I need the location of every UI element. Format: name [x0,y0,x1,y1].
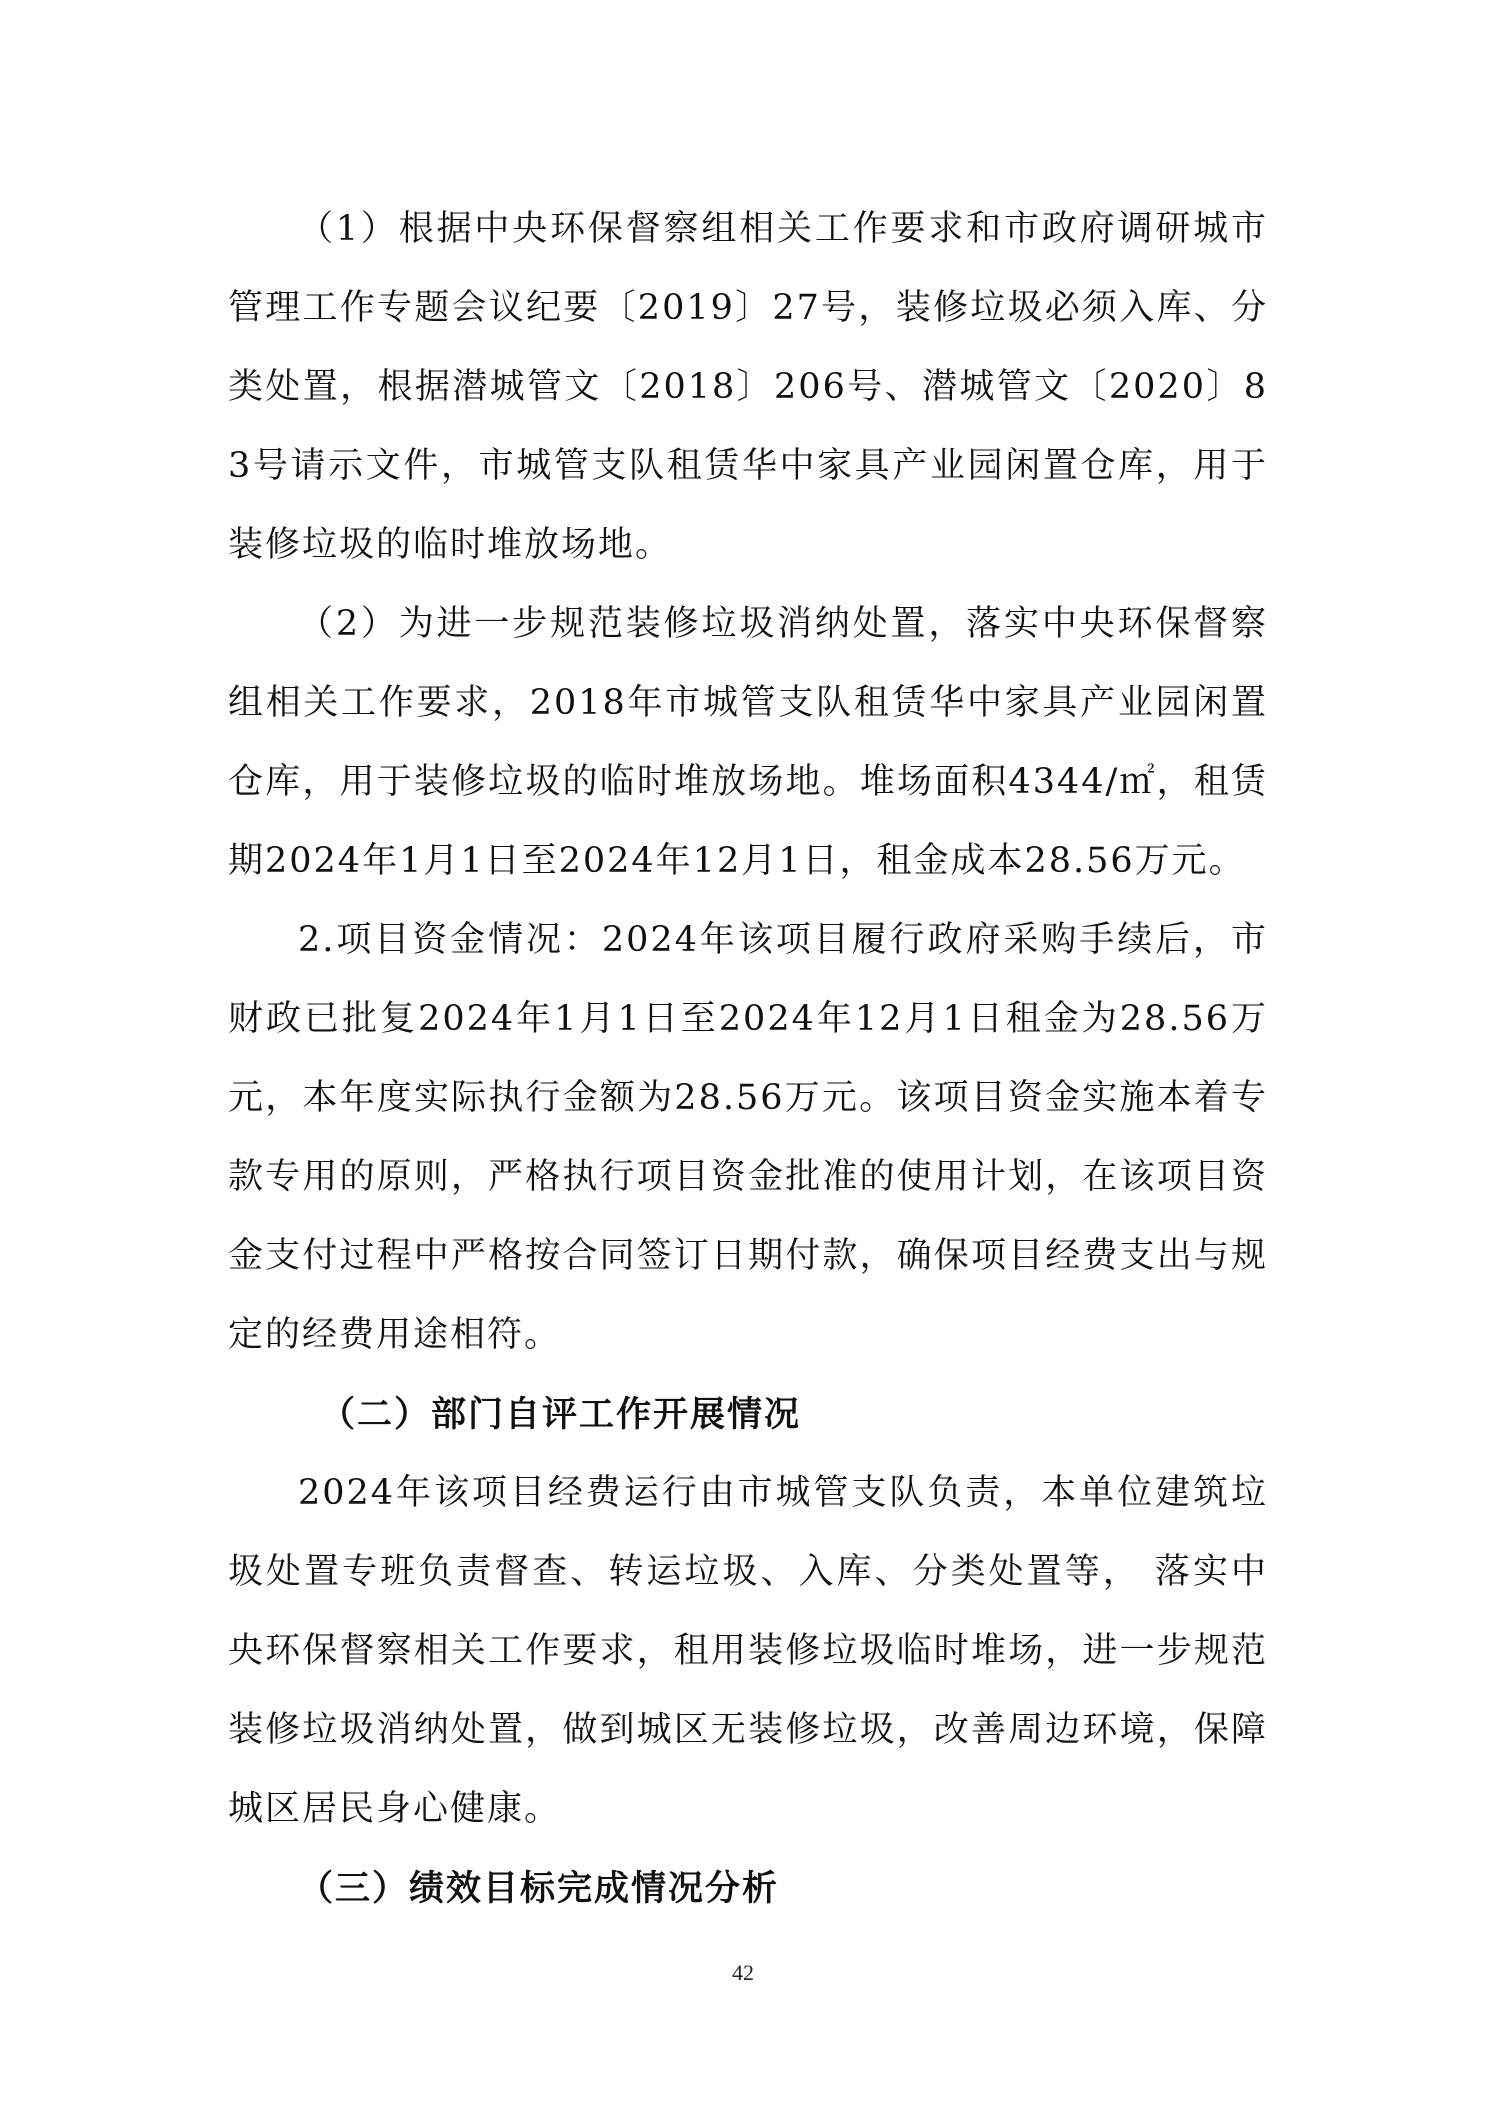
section-heading-3: （三）绩效目标完成情况分析 [298,1868,780,1909]
section-heading-2: （二）部门自评工作开展情况 [320,1394,802,1435]
page-number: 42 [732,1960,754,1985]
paragraph-4: 2024年该项目经费运行由市城管支队负责，本单位建筑垃圾处置专班负责督查、转运垃圾、入库、分类处置等， 落实中央环保督察相关工作要求，租用装修垃圾临时堆场，进一步规范装修垃圾消纳处置，做到城区无装修垃圾，改善周边环境，保障城区居民身心健康。 [228,1473,1268,1829]
paragraph-2: （2）为进一步规范装修垃圾消纳处置，落实中央环保督察组相关工作要求，2018年市城管支队租赁华中家具产业园闲置仓库，用于装修垃圾的临时堆放场地。堆场面积4344/㎡，租赁期2024年1月1日至2024年12月1日，租金成本28.56万元。 [228,604,1268,881]
paragraph-1: （1）根据中央环保督察组相关工作要求和市政府调研城市管理工作专题会议纪要〔2019〕27号，装修垃圾必须入库、分类处置，根据潜城管文〔2018〕206号、潜城管文〔2020〕83号请示文件，市城管支队租赁华中家具产业园闲置仓库，用于装修垃圾的临时堆放场地。 [228,209,1268,565]
paragraph-3: 2.项目资金情况：2024年该项目履行政府采购手续后，市财政已批复2024年1月1日至2024年12月1日租金为28.56万元，本年度实际执行金额为28.56万元。该项目资金实施本着专款专用的原则，严格执行项目资金批准的使用计划，在该项目资金支付过程中严格按合同签订日期付款，确保项目经费支出与规定的经费用途相符。 [228,920,1268,1355]
document-body [228,190,1268,1928]
